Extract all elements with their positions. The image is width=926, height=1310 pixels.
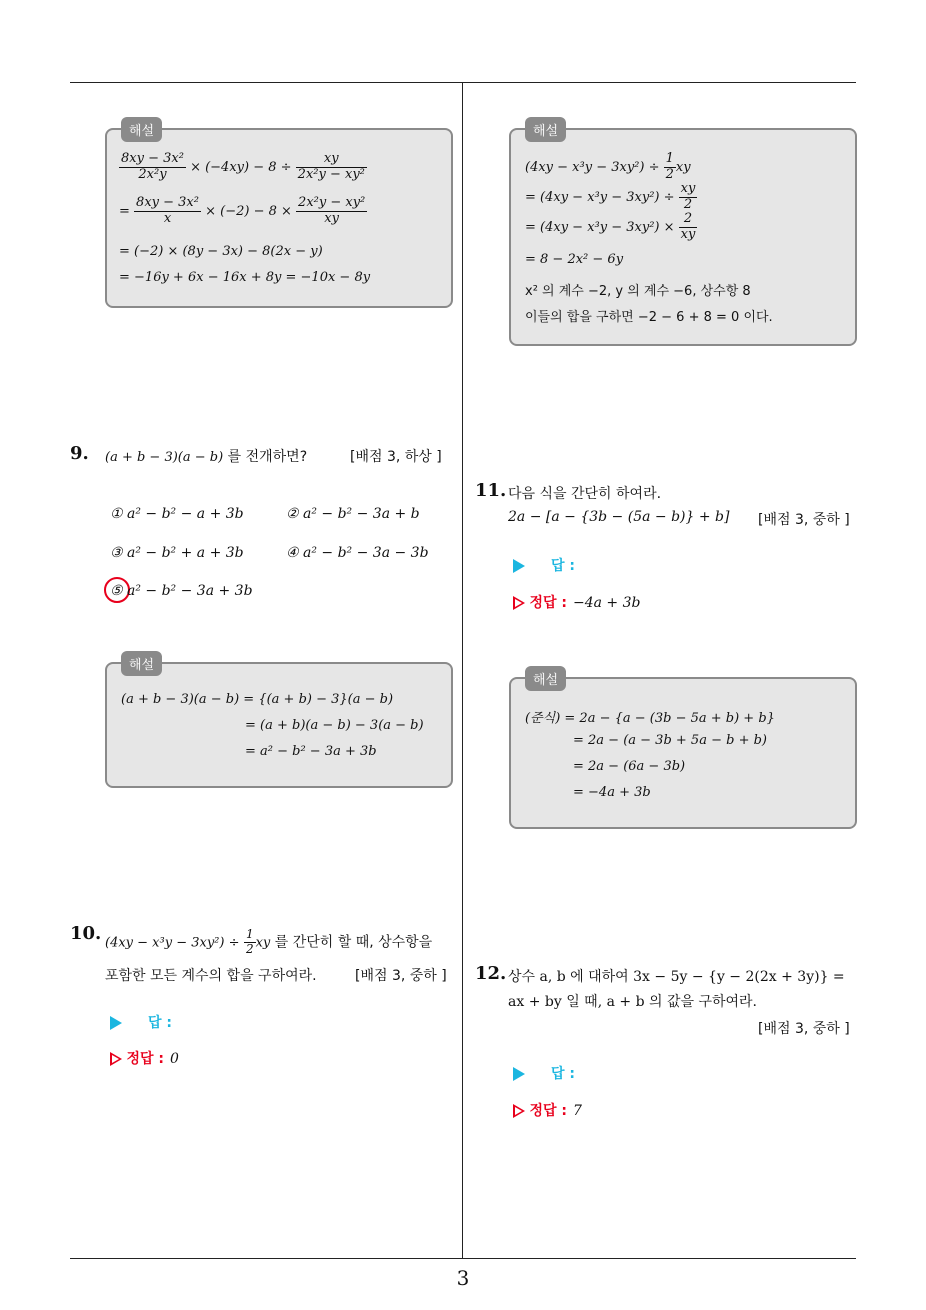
question-expression: 2a − [a − {3b − (5a − b)} + b] xyxy=(508,509,730,525)
question-text: 다음 식을 간단히 하여라. xyxy=(508,486,662,502)
question-text-line2: 포함한 모든 계수의 합을 구하여라. xyxy=(105,968,317,984)
outline-triangle-icon xyxy=(110,1052,122,1066)
sol10-line1: (4xy − x³y − 3xy²) ÷ $\frac{1}{2}$ xy xyxy=(525,151,691,182)
fraction: $\frac{1}{2}$ xyxy=(245,927,254,956)
sol8-line1: $\frac{\text{8xy − 3x²}}{\text{2x²y}}$ × (−4xy) − 8 ÷ $\frac{xy}{\text{2x²y − xy²}}$ xyxy=(121,151,365,182)
sol11-line2: = 2a − (a − 3b + 5a − b + b) xyxy=(573,733,767,748)
points-label: [배점 3, 하상 ] xyxy=(350,449,442,465)
question-number: 9. xyxy=(70,443,89,464)
fraction: $\frac{1}{2}$ xyxy=(665,151,674,182)
choice-3[interactable]: ③ a² − b² + a + 3b xyxy=(110,545,244,561)
solution-box-q8 xyxy=(105,124,453,308)
question-text: (a + b − 3)(a − b) 를 전개하면? xyxy=(105,449,308,465)
solution-box-q9 xyxy=(105,658,453,788)
choice-5[interactable]: ⑤ a² − b² − 3a + 3b xyxy=(110,583,253,599)
outline-triangle-icon xyxy=(513,596,525,610)
fraction: $\frac{\text{8xy − 3x²}}{\text{2x²y}}$ xyxy=(121,151,184,182)
points-label: [배점 3, 중하 ] xyxy=(758,512,850,528)
fraction: $\frac{xy}{\text{2x²y − xy²}}$ xyxy=(297,151,365,182)
sol8-line3: = (−2) × (8y − 3x) − 8(2x − y) xyxy=(119,244,323,259)
sol9-line2: = (a + b)(a − b) − 3(a − b) xyxy=(245,718,424,733)
answer-field[interactable]: 답 : xyxy=(110,1012,172,1032)
sol10-line5: x² 의 계수 −2, y 의 계수 −6, 상수항 8 xyxy=(525,284,751,299)
sol10-line2: = (4xy − x³y − 3xy²) ÷ $\frac{xy}{2}$ xyxy=(525,181,696,212)
sol10-line4: = 8 − 2x² − 6y xyxy=(525,252,624,267)
question-text-line2: ax + by 일 때, a + b 의 값을 구하여라. xyxy=(508,994,758,1010)
sol9-line1: (a + b − 3)(a − b) = {(a + b) − 3}(a − b) xyxy=(121,692,394,707)
question-number: 10. xyxy=(70,923,102,944)
sol10-line3: = (4xy − x³y − 3xy²) × $\frac{2}{xy}$ xyxy=(525,211,696,242)
answer-field[interactable]: 답 : xyxy=(513,1063,575,1083)
question-text-line1: 상수 a, b 에 대하여 3x − 5y − {y − 2(2x + 3y)} = xyxy=(508,969,845,985)
solution-tag: 해설 xyxy=(525,666,566,691)
fraction: $\frac{\text{2x²y − xy²}}{xy}$ xyxy=(298,195,366,226)
points-label: [배점 3, 중하 ] xyxy=(758,1021,850,1037)
top-rule xyxy=(70,82,856,83)
sol9-line3: = a² − b² − 3a + 3b xyxy=(245,744,377,759)
answer-field[interactable]: 답 : xyxy=(513,555,575,575)
fraction: $\frac{2}{xy}$ xyxy=(680,211,696,242)
play-icon xyxy=(513,1067,525,1081)
solution-tag: 해설 xyxy=(121,651,162,676)
sol10-line6: 이들의 합을 구하면 −2 − 6 + 8 = 0 이다. xyxy=(525,310,773,325)
correct-answer: 정답 : −4a + 3b xyxy=(513,592,640,612)
solution-box-q11 xyxy=(509,673,857,829)
points-label: [배점 3, 중하 ] xyxy=(355,968,447,984)
column-divider xyxy=(462,82,463,1258)
question-number: 11. xyxy=(475,480,507,501)
sol11-line4: = −4a + 3b xyxy=(573,785,651,800)
fraction: $\frac{\text{8xy − 3x²}}{x}$ xyxy=(136,195,199,226)
sol8-line4: = −16y + 6x − 16x + 8y = −10x − 8y xyxy=(119,270,371,285)
bottom-rule xyxy=(70,1258,856,1259)
solution-tag: 해설 xyxy=(121,117,162,142)
solution-tag: 해설 xyxy=(525,117,566,142)
outline-triangle-icon xyxy=(513,1104,525,1118)
sol11-line1: (준식) = 2a − {a − (3b − 5a + b) + b} xyxy=(525,711,775,726)
question-text-line1: (4xy − x³y − 3xy²) ÷ $\frac{1}{2}$ xy 를 간단히 할 때, 상수항을 xyxy=(105,927,433,956)
question-number: 12. xyxy=(475,963,507,984)
choice-2[interactable]: ② a² − b² − 3a + b xyxy=(286,506,420,522)
solution-box-q10 xyxy=(509,124,857,346)
choice-1[interactable]: ① a² − b² − a + 3b xyxy=(110,506,244,522)
choice-4[interactable]: ④ a² − b² − 3a − 3b xyxy=(286,545,429,561)
fraction: $\frac{xy}{2}$ xyxy=(680,181,696,212)
play-icon xyxy=(513,559,525,573)
correct-answer: 정답 : 0 xyxy=(110,1048,179,1068)
sol8-line2: = $\frac{\text{8xy − 3x²}}{x}$ × (−2) − 8 × $\frac{\text{2x²y − xy²}}{xy}$ xyxy=(119,195,366,226)
page-number: 3 xyxy=(456,1266,470,1290)
play-icon xyxy=(110,1016,122,1030)
sol11-line3: = 2a − (6a − 3b) xyxy=(573,759,686,774)
correct-answer: 정답 : 7 xyxy=(513,1100,582,1120)
